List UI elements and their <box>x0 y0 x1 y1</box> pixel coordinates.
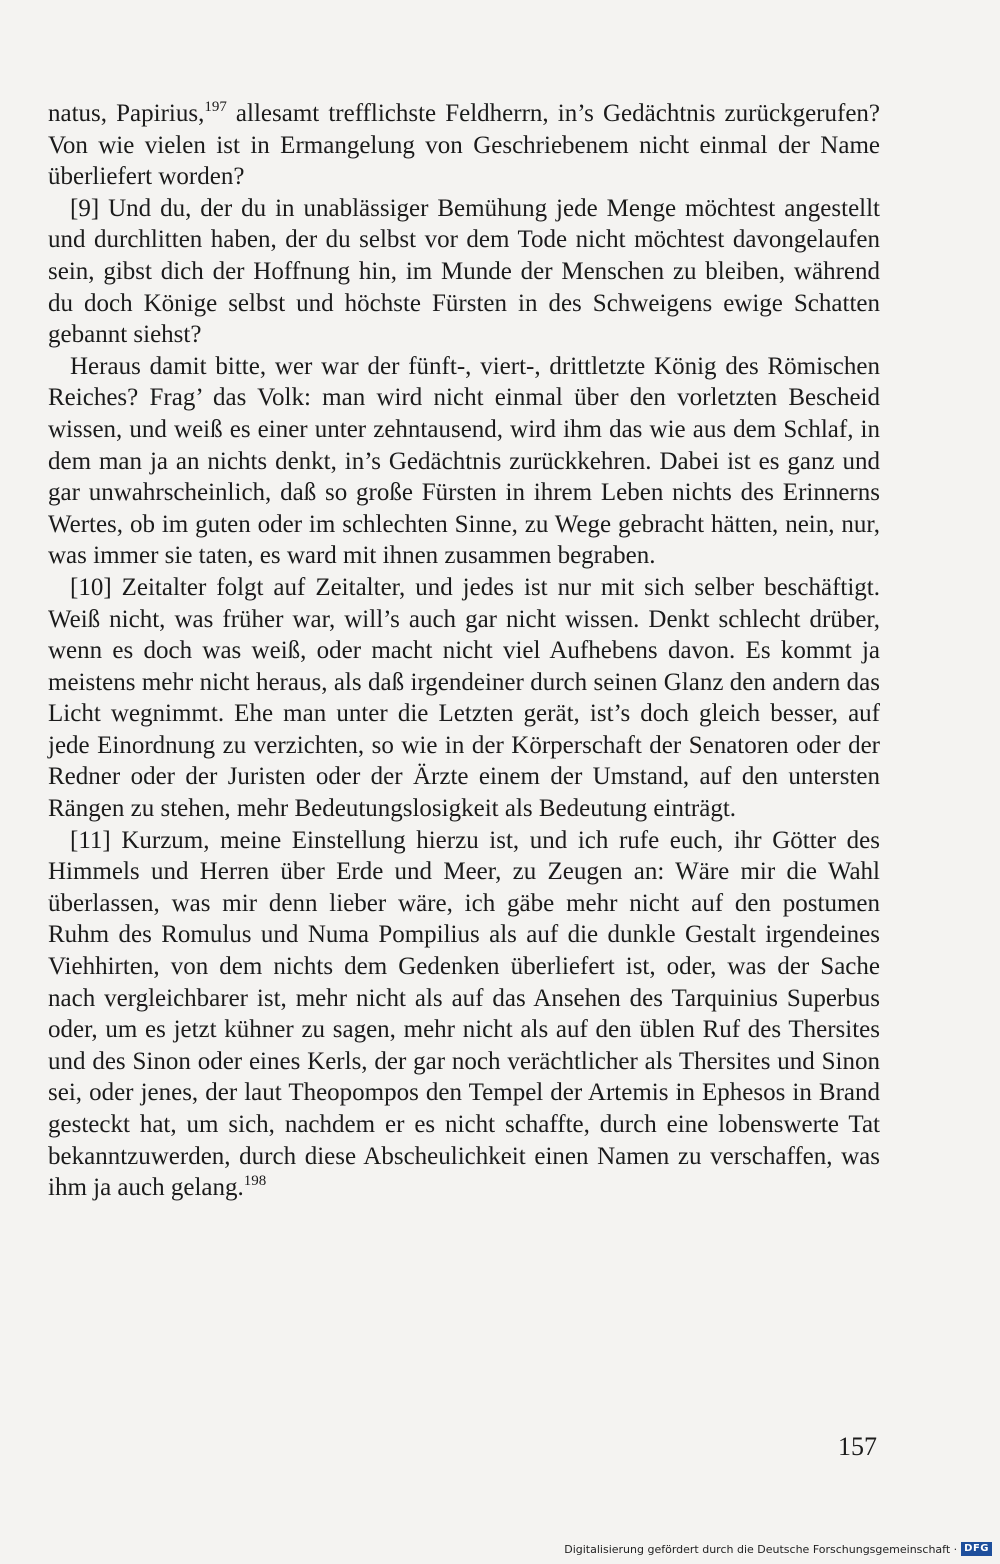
dfg-logo: DFG <box>961 1542 992 1556</box>
footnote-marker: 197 <box>204 99 227 115</box>
paragraph-text: natus, Papirius, <box>48 100 205 127</box>
paragraph-text: Heraus damit bitte, wer war der fünft-, viert-, drittletzte König des Römischen Reiches? Frag’ das Volk: man wird nicht einmal über den vorletzten Bescheid wissen, und weiß es einer unter zehntausend, wird ihm das wie aus dem Schlaf, in dem man ja an nichts denkt, in’s Gedächtnis zurückkehren. Dabei ist es ganz und gar unwahrscheinlich, daß so große Fürsten in ihrem Leben nichts des Erinnerns Wertes, ob im guten oder im schlechten Sinne, zu Wege gebracht hätten, nein, nur, was immer sie taten, es ward mit ihnen zusammen begraben. <box>48 352 880 570</box>
footnote-marker: 198 <box>243 1173 267 1190</box>
paragraph <box>48 825 880 1204</box>
digitization-footer <box>564 1540 992 1558</box>
paragraph-text: [10] Zeitalter folgt auf Zeitalter, und jedes ist nur mit sich selber beschäftigt. Weiß nicht, was früher war, will’s auch gar nicht wissen. Denkt schlecht drüber, wenn es doch was weiß, oder macht nicht viel Aufhebens davon. Es kommt ja meistens mehr nicht heraus, als daß irgendeiner durch seinen Glanz den andern das Licht wegnimmt. Ehe man unter die Letzten gerät, ist’s doch gleich besser, auf jede Einordnung zu verzichten, so wie in der Körperschaft der Senatoren oder der Redner oder der Juristen oder der Ärzte einem der Umstand, auf den untersten Rängen zu stehen, mehr Bedeutungslosigkeit als Bedeutung einträgt. <box>48 573 880 823</box>
body-text <box>48 98 880 1204</box>
paragraph-text: [11] Kurzum, meine Einstellung hierzu ist, und ich rufe euch, ihr Götter des Himmels und Herren über Erde und Meer, zu Zeugen an: Wäre mir die Wahl überlassen, was mir denn lieber wäre, ich gäbe mehr nicht auf den postumen Ruhm des Romulus und Numa Pompilius als auf die dunkle Gestalt irgendeines Viehhirten, von dem nichts dem Gedenken überliefert ist, oder, was der Sache nach vergleichbarer ist, mehr nicht als auf das Ansehen des Tarquinius Superbus oder, um es jetzt kühner zu sagen, mehr nicht als auf den üblen Ruf des Thersites und des Sinon oder eines Kerls, der gar noch verächtlicher als Thersites und Sinon sei, oder jenes, der laut Theopompos den Tempel der Artemis in Ephesos in Brand gesteckt hat, um sich, nachdem er es nicht schaffte, durch eine lobenswerte Tat bekanntzuwerden, durch diese Abscheulichkeit einen Namen zu verschaffen, was ihm ja auch gelang. <box>48 826 880 1202</box>
paragraph-text: [9] Und du, der du in unablässiger Bemühung jede Menge möchtest angestellt und durchlitten haben, der du selbst vor dem Tode nicht möchtest davongelaufen sein, gibst dich der Hoffnung hin, im Munde der Menschen zu bleiben, während du doch Könige selbst und höchste Fürsten in des Schweigens ewige Schatten gebannt siehst? <box>48 194 880 349</box>
paragraph <box>48 572 880 825</box>
paragraph <box>48 351 880 572</box>
page-number: 157 <box>838 1432 877 1461</box>
footer-credit-text: Digitalisierung gefördert durch die Deutsche Forschungsgemeinschaft · <box>564 1542 958 1556</box>
paragraph <box>48 98 880 193</box>
paragraph-text: allesamt trefflichste Feldherrn, in’s Gedächtnis zurückgerufen? Von wie vielen ist in Ermangelung von Geschriebenem nicht einmal der Name überliefert worden? <box>48 100 881 191</box>
paragraph <box>48 193 880 351</box>
